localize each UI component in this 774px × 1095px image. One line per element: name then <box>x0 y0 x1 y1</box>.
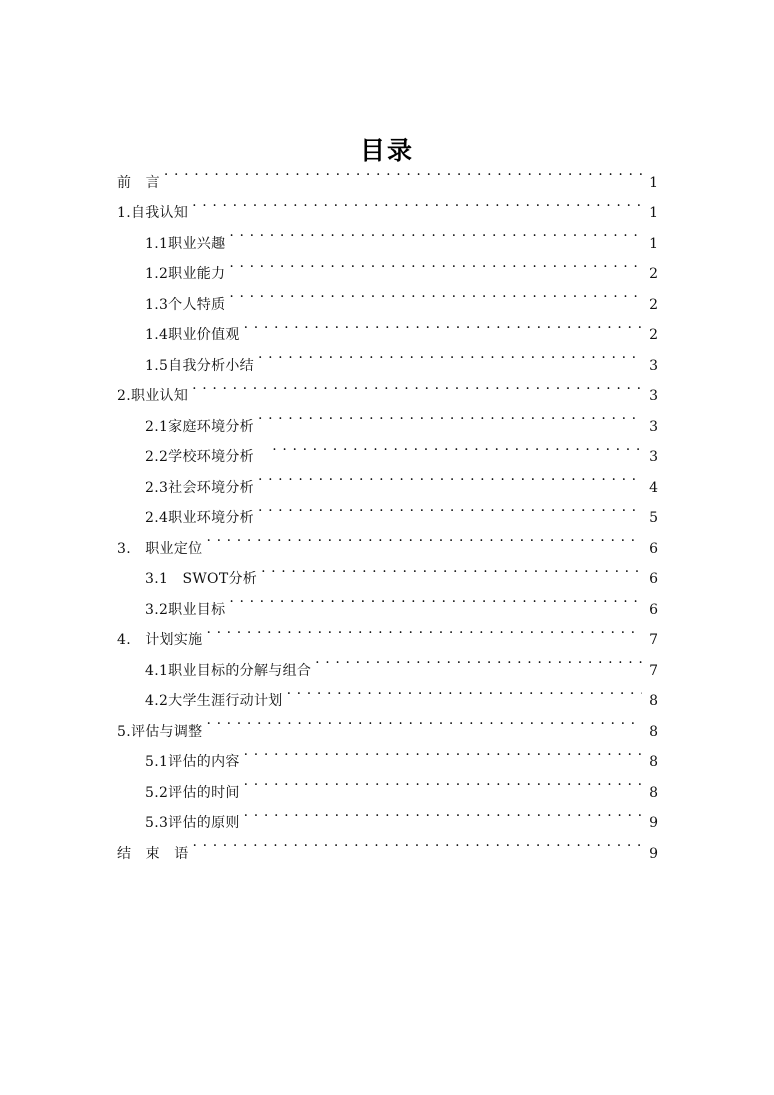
toc-entry-title: 1.自我认知 <box>117 205 189 221</box>
toc-entry-page-number: 7 <box>649 632 658 648</box>
toc-entry-page-number: 1 <box>649 174 658 191</box>
toc-entry-page-number: 4 <box>649 479 658 496</box>
dot-leader <box>287 675 642 706</box>
toc-entry-page-number: 3 <box>649 418 658 435</box>
toc-entry-title: 1.4职业价值观 <box>145 327 240 343</box>
toc-entry[interactable] <box>117 400 658 435</box>
toc-entry-title: 4.2大学生涯行动计划 <box>145 693 283 709</box>
toc-entry-title: 2.4职业环境分析 <box>145 510 254 526</box>
toc-entry-page-number: 7 <box>649 662 658 679</box>
toc-entry-title: 5.评估与调整 <box>117 723 203 740</box>
toc-entry-page-number: 2 <box>649 327 658 343</box>
dot-leader <box>244 309 642 340</box>
dot-leader <box>164 156 642 187</box>
dot-leader <box>258 492 642 523</box>
dot-leader <box>206 522 642 553</box>
toc-entry-title: 2.3社会环境分析 <box>145 479 254 496</box>
toc-entry-page-number: 2 <box>649 296 658 313</box>
toc-entry-title: 1.2职业能力 <box>145 266 226 282</box>
toc-entry[interactable] <box>117 217 658 252</box>
toc-entry-page-number: 8 <box>649 723 658 740</box>
dot-leader <box>206 614 642 645</box>
toc-entry[interactable] <box>117 156 658 191</box>
dot-leader <box>315 644 642 675</box>
dot-leader <box>244 797 642 828</box>
table-of-contents <box>117 156 658 862</box>
toc-entry[interactable] <box>117 187 658 221</box>
toc-entry-page-number: 1 <box>649 235 658 252</box>
toc-entry-title: 1.5自我分析小结 <box>145 357 254 374</box>
toc-entry-title: 结 束 语 <box>117 845 189 862</box>
dot-leader <box>192 187 642 218</box>
dot-leader <box>193 827 643 858</box>
toc-entry-page-number: 6 <box>649 601 658 618</box>
toc-entry-page-number: 5 <box>649 510 658 526</box>
dot-leader <box>229 248 642 279</box>
toc-entry-title: 4. 计划实施 <box>117 632 203 648</box>
toc-title: 目录 <box>359 135 414 165</box>
dot-leader <box>192 370 642 401</box>
toc-entry-page-number: 6 <box>649 571 658 587</box>
toc-entry-title: 5.2评估的时间 <box>145 784 240 801</box>
dot-leader <box>258 461 642 492</box>
dot-leader <box>229 217 642 248</box>
toc-entry-title: 2.2学校环境分析 <box>145 449 269 465</box>
dot-leader <box>272 431 642 462</box>
toc-entry-page-number: 3 <box>649 449 658 465</box>
toc-entry-title: 4.1职业目标的分解与组合 <box>145 662 312 679</box>
toc-entry-title: 1.1职业兴趣 <box>145 235 226 252</box>
toc-entry-title: 2.职业认知 <box>117 388 189 404</box>
toc-entry-title: 5.3评估的原则 <box>145 815 240 831</box>
toc-entry-page-number: 9 <box>649 845 658 862</box>
toc-entry-title: 3.1 SWOT分析 <box>145 571 258 587</box>
toc-entry-page-number: 3 <box>649 357 658 374</box>
toc-entry-page-number: 1 <box>649 205 658 221</box>
toc-entry-page-number: 8 <box>649 693 658 709</box>
toc-entry-page-number: 9 <box>649 815 658 831</box>
toc-entry-page-number: 3 <box>649 388 658 404</box>
dot-leader <box>229 583 642 614</box>
toc-entry-title: 1.3个人特质 <box>145 296 226 313</box>
toc-entry-page-number: 8 <box>649 754 658 770</box>
toc-entry-title: 3. 职业定位 <box>117 540 203 557</box>
dot-leader <box>244 766 642 797</box>
toc-entry-title: 5.1评估的内容 <box>145 754 240 770</box>
toc-entry-page-number: 8 <box>649 784 658 801</box>
toc-entry-title: 3.2职业目标 <box>145 601 226 618</box>
toc-entry-page-number: 6 <box>649 540 658 557</box>
dot-leader <box>244 736 642 767</box>
toc-entry-title: 前 言 <box>117 174 160 191</box>
toc-entry-title: 2.1家庭环境分析 <box>145 418 254 435</box>
dot-leader <box>229 278 642 309</box>
toc-entry[interactable] <box>117 370 658 404</box>
toc-entry-page-number: 2 <box>649 266 658 282</box>
dot-leader <box>206 705 642 736</box>
dot-leader <box>258 339 642 370</box>
toc-entry[interactable] <box>117 827 658 862</box>
dot-leader <box>261 553 642 584</box>
dot-leader <box>258 400 642 431</box>
